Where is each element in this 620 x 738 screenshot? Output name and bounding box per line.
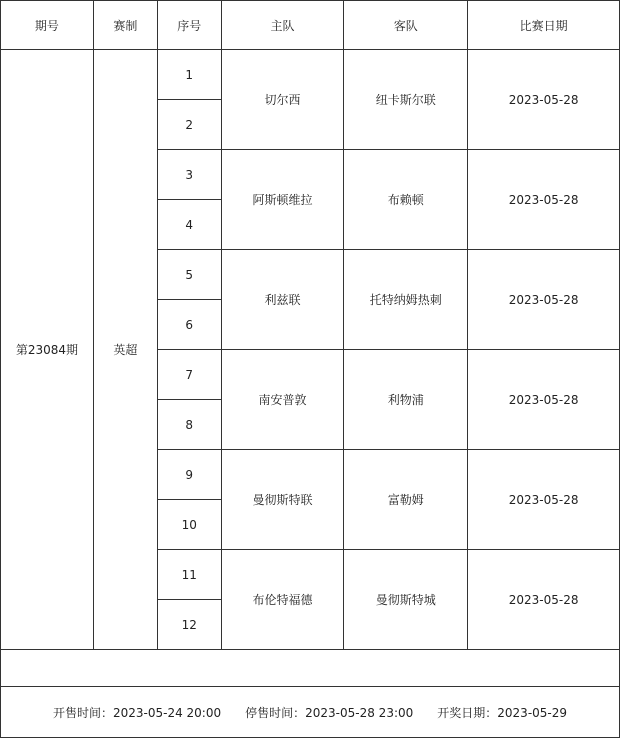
header-away: 客队	[344, 1, 468, 50]
away-team-cell: 布赖顿	[344, 150, 468, 250]
away-team-cell: 曼彻斯特城	[344, 550, 468, 650]
header-date: 比赛日期	[468, 1, 620, 50]
header-home: 主队	[221, 1, 344, 50]
seq-cell: 10	[157, 500, 221, 550]
seq-cell: 6	[157, 300, 221, 350]
period-cell: 第23084期	[1, 50, 94, 650]
header-competition: 赛制	[93, 1, 157, 50]
seq-cell: 1	[157, 50, 221, 100]
seq-cell: 4	[157, 200, 221, 250]
match-date-cell: 2023-05-28	[468, 250, 620, 350]
match-date-cell: 2023-05-28	[468, 550, 620, 650]
away-team-cell: 利物浦	[344, 350, 468, 450]
seq-cell: 11	[157, 550, 221, 600]
home-team-cell: 南安普敦	[221, 350, 344, 450]
draw-date: 2023-05-29	[497, 705, 568, 720]
sale-start-time: 2023-05-24 20:00	[112, 705, 222, 720]
seq-cell: 12	[157, 600, 221, 650]
footer-row	[1, 687, 620, 738]
sale-stop-label: 停售时间：	[245, 705, 306, 720]
seq-cell: 9	[157, 450, 221, 500]
competition-cell: 英超	[93, 50, 157, 650]
blank-cell	[1, 650, 620, 687]
away-team-cell: 托特纳姆热刺	[344, 250, 468, 350]
sale-stop-time: 2023-05-28 23:00	[305, 705, 414, 720]
draw-date-label: 开奖日期：	[437, 705, 498, 720]
home-team-cell: 曼彻斯特联	[221, 450, 344, 550]
home-team-cell: 布伦特福德	[221, 550, 344, 650]
blank-row	[1, 650, 620, 687]
away-team-cell: 纽卡斯尔联	[344, 50, 468, 150]
match-date-cell: 2023-05-28	[468, 150, 620, 250]
header-row	[1, 1, 620, 50]
seq-cell: 8	[157, 400, 221, 450]
header-period: 期号	[1, 1, 94, 50]
home-team-cell: 利兹联	[221, 250, 344, 350]
header-seq: 序号	[157, 1, 221, 50]
sale-start-label: 开售时间：	[52, 705, 113, 720]
home-team-cell: 阿斯顿维拉	[221, 150, 344, 250]
sale-info	[1, 687, 620, 738]
match-date-cell: 2023-05-28	[468, 50, 620, 150]
seq-cell: 5	[157, 250, 221, 300]
table-row	[1, 50, 620, 100]
seq-cell: 7	[157, 350, 221, 400]
seq-cell: 3	[157, 150, 221, 200]
seq-cell: 2	[157, 100, 221, 150]
home-team-cell: 切尔西	[221, 50, 344, 150]
match-date-cell: 2023-05-28	[468, 450, 620, 550]
away-team-cell: 富勒姆	[344, 450, 468, 550]
match-date-cell: 2023-05-28	[468, 350, 620, 450]
